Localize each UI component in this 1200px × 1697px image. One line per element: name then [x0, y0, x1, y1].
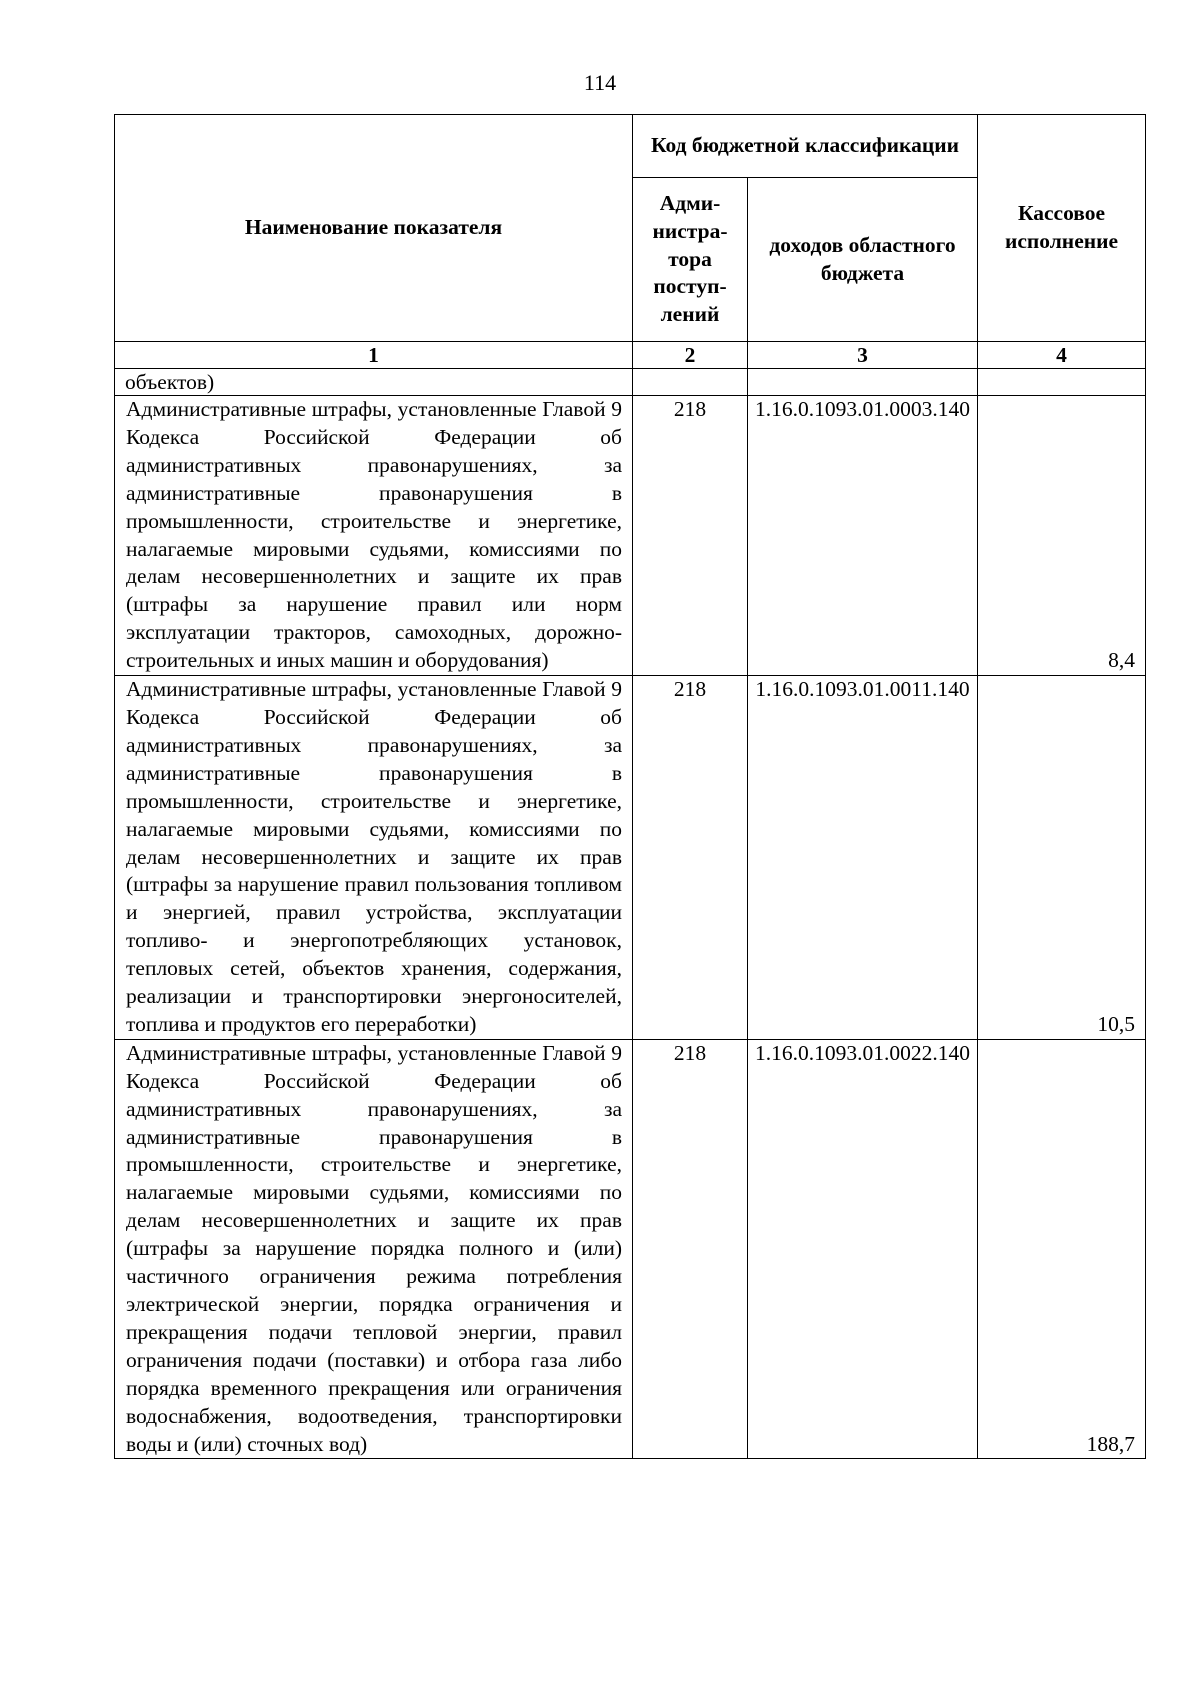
header-row-1 [115, 115, 1146, 178]
empty-cell [978, 369, 1146, 396]
column-number: 2 [633, 342, 748, 369]
header-execution: Кассовое исполнение [978, 115, 1146, 342]
column-number: 1 [115, 342, 633, 369]
empty-cell [748, 369, 978, 396]
header-name: Наименование показателя [115, 115, 633, 342]
page-number: 114 [583, 70, 617, 95]
row-amount: 188,7 [978, 1039, 1146, 1459]
header-kbk-group: Код бюджетной классификации [633, 115, 978, 178]
table-row [115, 1039, 1146, 1459]
row-administrator-code: 218 [633, 1039, 748, 1459]
budget-table [114, 114, 1146, 1459]
row-administrator-code: 218 [633, 396, 748, 676]
row-kbk-code: 1.16.0.1093.01.0003.140 [748, 396, 978, 676]
column-number: 4 [978, 342, 1146, 369]
continuation-text: объектов) [115, 369, 633, 396]
column-numbers-row [115, 342, 1146, 369]
row-description: Административные штрафы, установленные Главой 9 Кодекса Российской Федерации об административных правонарушениях, за административные правонарушения в промышленности, строительстве и энергетике, налагаемые мировыми судьями, комиссиями по делам несовершеннолетних и защите их прав (штрафы за нарушение порядка полного и (или) частичного ограничения режима потребления электрической энергии, порядка ограничения и прекращения подачи тепловой энергии, правил ограничения подачи (поставки) и отбора газа либо порядка временного прекращения или ограничения водоснабжения, водоотведения, транспортировки воды и (или) сточных вод) [115, 1039, 633, 1459]
header-income: доходов областного бюджета [748, 178, 978, 342]
row-administrator-code: 218 [633, 676, 748, 1040]
row-kbk-code: 1.16.0.1093.01.0011.140 [748, 676, 978, 1040]
header-administrator: Адми-нистра-тора поступ-лений [633, 178, 748, 342]
row-kbk-code: 1.16.0.1093.01.0022.140 [748, 1039, 978, 1459]
table-row [115, 396, 1146, 676]
continuation-row [115, 369, 1146, 396]
row-description: Административные штрафы, установленные Главой 9 Кодекса Российской Федерации об административных правонарушениях, за административные правонарушения в промышленности, строительстве и энергетике, налагаемые мировыми судьями, комиссиями по делам несовершеннолетних и защите их прав (штрафы за нарушение правил или норм эксплуатации тракторов, самоходных, дорожно-строительных и иных машин и оборудования) [115, 396, 633, 676]
column-number: 3 [748, 342, 978, 369]
row-description: Административные штрафы, установленные Главой 9 Кодекса Российской Федерации об административных правонарушениях, за административные правонарушения в промышленности, строительстве и энергетике, налагаемые мировыми судьями, комиссиями по делам несовершеннолетних и защите их прав (штрафы за нарушение правил пользования топливом и энергией, правил устройства, эксплуатации топливо- и энергопотребляющих установок, тепловых сетей, объектов хранения, содержания, реализации и транспортировки энергоносителей, топлива и продуктов его переработки) [115, 676, 633, 1040]
row-amount: 10,5 [978, 676, 1146, 1040]
row-amount: 8,4 [978, 396, 1146, 676]
empty-cell [633, 369, 748, 396]
table-row [115, 676, 1146, 1040]
